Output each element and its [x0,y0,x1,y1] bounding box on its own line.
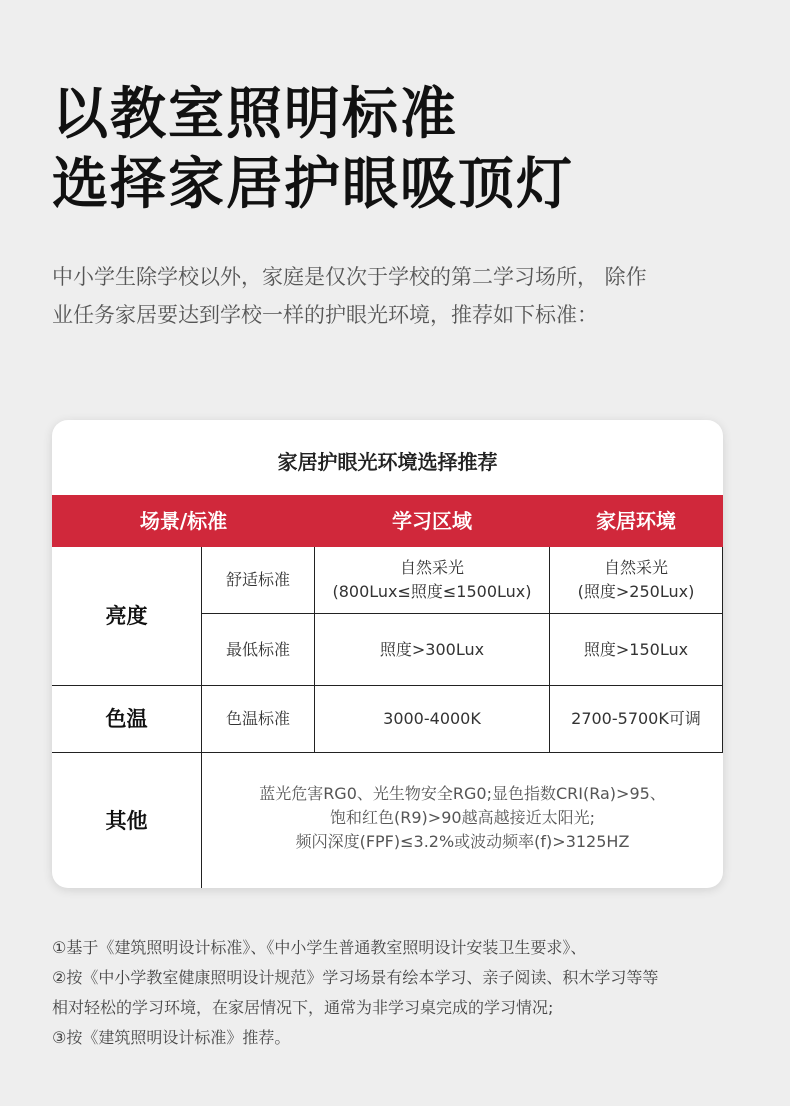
cell-color-temp-home: 2700-5700K可调 [571,709,701,728]
grid-hline-2 [52,685,723,686]
row-label-color-temp: 色温 [105,707,148,731]
footnote-3: ③按《建筑照明设计标准》推荐。 [52,1028,291,1047]
grid-vline-2 [314,547,315,753]
sub-label-comfort: 舒适标准 [225,570,290,589]
cell-minimum-home: 照度>150Lux [583,639,689,659]
cell-other-description [202,753,723,883]
grid-vline-1 [201,547,202,888]
cell-comfort-study-line-1: 自然采光 [399,558,464,577]
header-scene-standard: 场景/标准 [139,509,228,533]
footnote-1: ①基于《建筑照明设计标准》、《中小学生普通教室照明设计安装卫生要求》、 [52,938,587,957]
cell-comfort-home [549,547,723,613]
other-line-3: 频闪深度(FPF)≤3.2%或波动频率(f)>3125HZ [295,832,630,851]
recommendation-table-card [52,420,723,888]
cell-comfort-home-line-2: (照度>250Lux) [577,582,695,601]
row-label-other: 其他 [105,808,148,833]
footnote-2-continued: 相对轻松的学习环境，在家居情况下，通常为非学习桌完成的学习情况; [52,998,554,1017]
intro-paragraph [52,258,742,334]
table-title: 家居护眼光环境选择推荐 [277,450,498,474]
grid-vline-4 [722,547,723,753]
other-line-2: 饱和红色(R9)>90越高越接近太阳光; [330,808,595,827]
grid-hline-1 [201,613,723,614]
header-study-area: 学习区域 [392,509,472,533]
other-line-1: 蓝光危害RG0、光生物安全RG0;显色指数CRI(Ra)>95、 [259,784,666,803]
table-header-row [52,495,723,547]
cell-comfort-study [315,547,549,613]
sub-label-minimum: 最低标准 [225,639,290,659]
cell-comfort-home-line-1: 自然采光 [603,558,668,577]
intro-line-2: 业任务家居要达到学校一样的护眼光环境，推荐如下标准： [52,303,598,327]
header-home-environment: 家居环境 [596,509,676,533]
headline [52,80,574,220]
sub-label-color-temp-standard: 色温标准 [225,709,290,728]
headline-line-1: 以教室照明标准 [52,82,458,147]
footnotes [52,933,742,1053]
row-label-brightness: 亮度 [105,604,148,628]
cell-comfort-study-line-2: (800Lux≤照度≤1500Lux) [332,582,532,601]
headline-line-2: 选择家居护眼吸顶灯 [52,152,574,217]
footnote-2: ②按《中小学教室健康照明设计规范》学习场景有绘本学习、亲子阅读、积木学习等等 [52,968,659,987]
intro-line-1: 中小学生除学校以外，家庭是仅次于学校的第二学习场所， 除作 [52,265,647,289]
cell-minimum-study: 照度>300Lux [379,639,485,659]
grid-vline-3 [549,547,550,753]
cell-color-temp-study: 3000-4000K [383,709,481,728]
grid-hline-3 [52,752,723,753]
